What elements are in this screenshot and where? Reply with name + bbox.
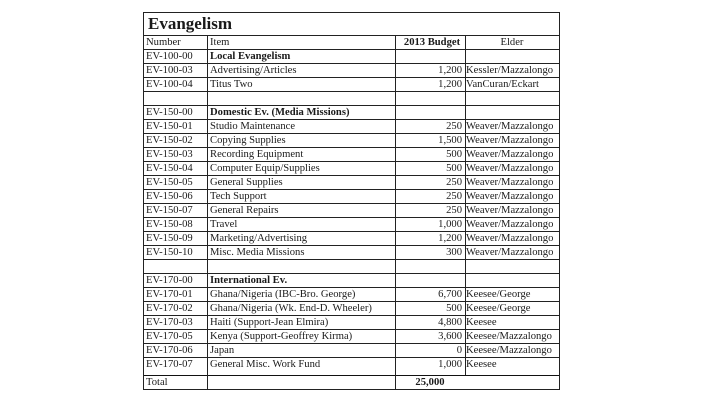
row-budget — [398, 92, 462, 105]
header-elder: Elder — [500, 37, 524, 48]
row-item: Tech Support — [210, 191, 267, 202]
row-number: EV-150-10 — [146, 247, 193, 258]
row-budget: 300 — [446, 247, 462, 258]
row-elder: Weaver/Mazzalongo — [466, 135, 554, 146]
row-item: Studio Maintenance — [210, 121, 296, 132]
row-item: Domestic Ev. (Media Missions) — [210, 107, 350, 118]
row-item: General Misc. Work Fund — [210, 359, 321, 370]
row-number: EV-100-00 — [146, 51, 193, 62]
row-item: Ghana/Nigeria (IBC-Bro. George) — [210, 289, 356, 300]
row-item: Recording Equipment — [210, 149, 304, 160]
row-elder: Weaver/Mazzalongo — [466, 233, 554, 244]
row-number: EV-150-03 — [146, 149, 193, 160]
row-elder: Keesee — [466, 359, 497, 370]
row-budget: 500 — [446, 149, 462, 160]
row-budget: 1,000 — [438, 219, 462, 230]
row-item: Ghana/Nigeria (Wk. End-D. Wheeler) — [210, 303, 372, 314]
header-number: Number — [146, 37, 181, 48]
row-budget: 500 — [446, 163, 462, 174]
row-number: EV-170-01 — [146, 289, 193, 300]
row-budget: 3,600 — [438, 331, 462, 342]
row-elder: Keesee/George — [466, 289, 531, 300]
row-budget: 1,200 — [438, 79, 462, 90]
row-number: EV-170-00 — [146, 275, 193, 286]
evangelism-budget-table — [143, 12, 560, 390]
row-budget: 250 — [446, 191, 462, 202]
row-item: Local Evangelism — [210, 51, 291, 62]
row-number: EV-150-06 — [146, 191, 193, 202]
row-elder: Weaver/Mazzalongo — [466, 205, 554, 216]
row-elder — [466, 50, 558, 63]
row-elder: Keesee/Mazzalongo — [466, 345, 552, 356]
row-elder — [466, 92, 558, 105]
row-item: Misc. Media Missions — [210, 247, 305, 258]
row-item: General Repairs — [210, 205, 279, 216]
total-budget: 25,000 — [415, 377, 445, 388]
row-item: Haiti (Support-Jean Elmira) — [210, 317, 329, 328]
row-number: EV-150-00 — [146, 107, 193, 118]
row-number: EV-150-08 — [146, 219, 193, 230]
row-budget: 0 — [456, 345, 462, 356]
row-number: EV-150-04 — [146, 163, 193, 174]
row-budget — [398, 260, 462, 273]
row-number: EV-150-01 — [146, 121, 193, 132]
row-elder: Weaver/Mazzalongo — [466, 149, 554, 160]
row-item: Titus Two — [210, 79, 253, 90]
row-item: Computer Equip/Supplies — [210, 163, 320, 174]
row-number: EV-150-02 — [146, 135, 193, 146]
row-number: EV-150-05 — [146, 177, 193, 188]
row-elder: Keesee/George — [466, 303, 531, 314]
row-number: EV-100-04 — [146, 79, 193, 90]
row-budget: 250 — [446, 205, 462, 216]
row-elder: VanCuran/Eckart — [466, 79, 539, 90]
header-budget: 2013 Budget — [403, 37, 461, 48]
row-budget — [398, 106, 462, 119]
divider-number-item — [207, 35, 208, 389]
row-budget: 250 — [446, 121, 462, 132]
row-number: EV-170-06 — [146, 345, 193, 356]
row-elder: Weaver/Mazzalongo — [466, 121, 554, 132]
row-elder: Keesee/Mazzalongo — [466, 331, 552, 342]
row-budget: 1,200 — [438, 233, 462, 244]
row-budget: 1,200 — [438, 65, 462, 76]
row-elder: Kessler/Mazzalongo — [466, 65, 554, 76]
row-item: Copying Supplies — [210, 135, 286, 146]
row-elder: Weaver/Mazzalongo — [466, 247, 554, 258]
row-budget: 250 — [446, 177, 462, 188]
row-elder: Weaver/Mazzalongo — [466, 177, 554, 188]
row-budget: 1,500 — [438, 135, 462, 146]
divider-item-budget — [395, 35, 396, 389]
row-elder — [466, 106, 558, 119]
total-label: Total — [146, 377, 168, 388]
row-budget: 1,000 — [438, 359, 462, 370]
row-item: Travel — [210, 219, 238, 230]
row-number: EV-170-05 — [146, 331, 193, 342]
row-number — [146, 92, 204, 105]
row-number: EV-170-03 — [146, 317, 193, 328]
header-item: Item — [210, 37, 230, 48]
row-budget: 6,700 — [438, 289, 462, 300]
row-number: EV-150-07 — [146, 205, 193, 216]
divider-budget-elder — [465, 35, 466, 375]
row-elder: Weaver/Mazzalongo — [466, 191, 554, 202]
row-item: General Supplies — [210, 177, 283, 188]
row-item: International Ev. — [210, 275, 288, 286]
row-budget — [398, 50, 462, 63]
row-number: EV-170-02 — [146, 303, 193, 314]
row-elder — [466, 274, 558, 287]
row-elder — [466, 260, 558, 273]
table-title: Evangelism — [148, 14, 233, 33]
row-item — [210, 92, 396, 105]
row-elder: Weaver/Mazzalongo — [466, 219, 554, 230]
row-budget — [398, 274, 462, 287]
row-budget: 4,800 — [438, 317, 462, 328]
row-item: Advertising/Articles — [210, 65, 297, 76]
row-item: Japan — [210, 345, 235, 356]
row-item — [210, 260, 396, 273]
row-item: Marketing/Advertising — [210, 233, 308, 244]
row-elder: Weaver/Mazzalongo — [466, 163, 554, 174]
row-budget: 500 — [446, 303, 462, 314]
row-number: EV-150-09 — [146, 233, 193, 244]
row-number — [146, 260, 204, 273]
row-number: EV-100-03 — [146, 65, 193, 76]
row-item: Kenya (Support-Geoffrey Kirma) — [210, 331, 353, 342]
row-elder: Keesee — [466, 317, 497, 328]
row-number: EV-170-07 — [146, 359, 193, 370]
